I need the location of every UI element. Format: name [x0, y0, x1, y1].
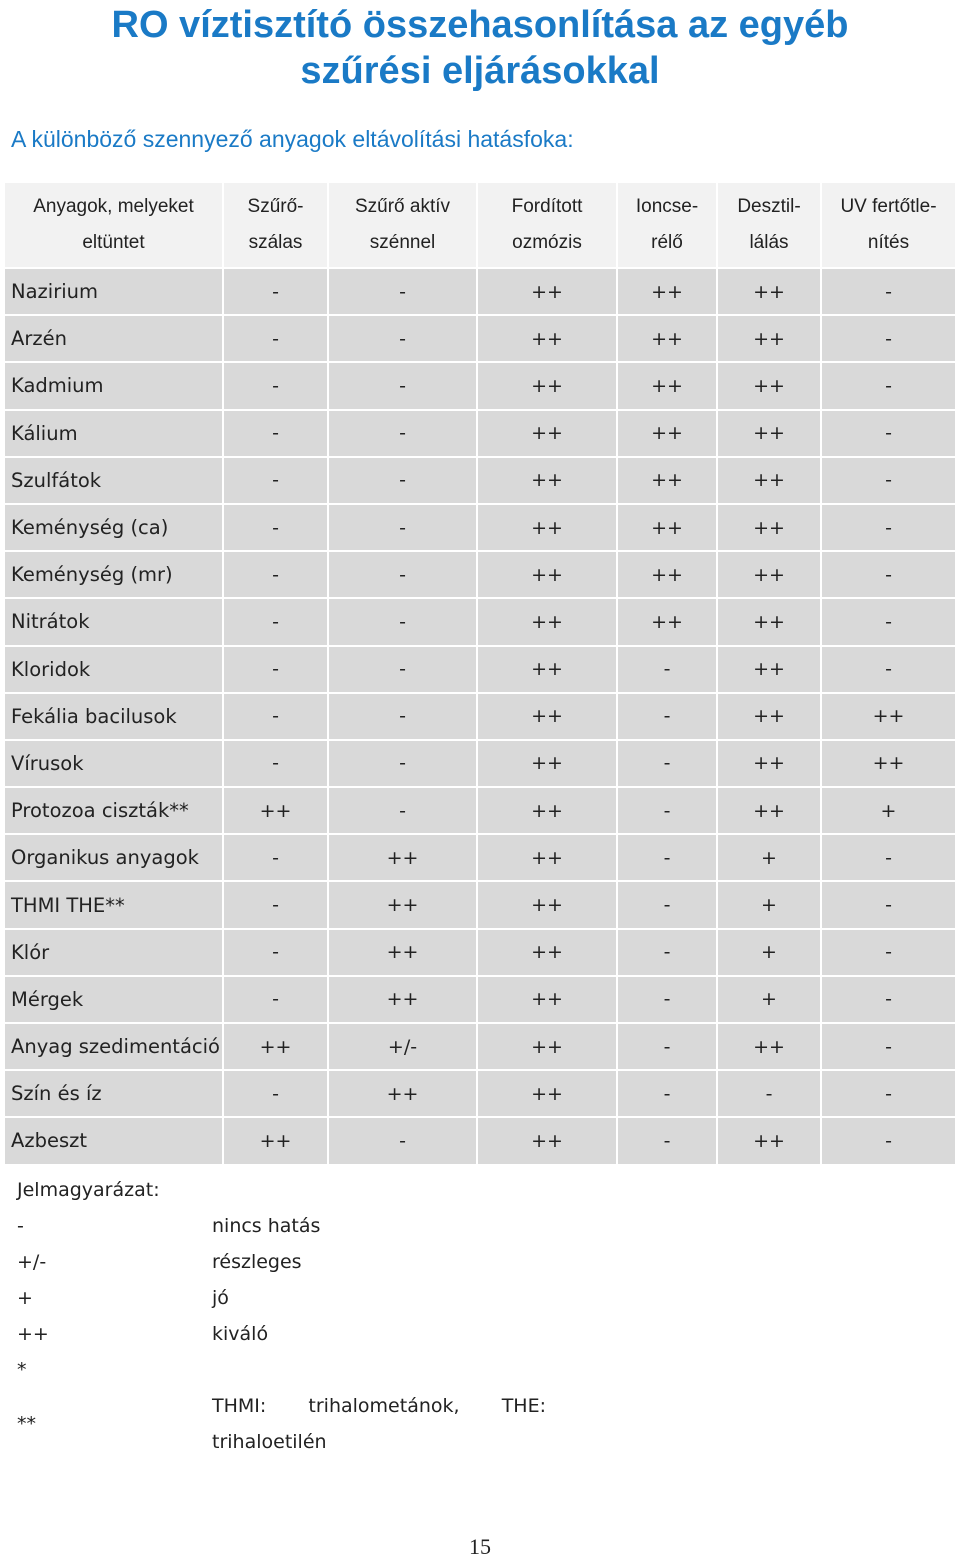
table-cell: ++ — [478, 456, 618, 503]
table-cell: ++ — [822, 692, 955, 739]
table-cell: - — [224, 597, 329, 644]
table-row — [5, 1022, 955, 1069]
table-cell: - — [822, 456, 955, 503]
column-header-line: Fordított — [511, 196, 583, 217]
table-cell: - — [618, 928, 718, 975]
table-row — [5, 739, 955, 786]
table-cell: ++ — [718, 314, 822, 361]
column-header-line: szénnel — [369, 232, 436, 253]
table-cell: ++ — [718, 361, 822, 408]
table-cell: + — [822, 786, 955, 833]
legend-item-double-star — [17, 1388, 577, 1460]
table-cell: - — [618, 645, 718, 692]
comparison-table — [5, 183, 955, 1164]
table-cell: ++ — [478, 975, 618, 1022]
table-cell: - — [329, 597, 478, 644]
table-cell: ++ — [478, 692, 618, 739]
legend-text: részleges — [212, 1251, 302, 1273]
legend-word: THMI: — [212, 1395, 267, 1417]
table-cell: ++ — [329, 833, 478, 880]
table-cell: ++ — [718, 739, 822, 786]
table-cell: ++ — [618, 597, 718, 644]
table-cell: ++ — [329, 975, 478, 1022]
table-cell: - — [329, 739, 478, 786]
table-cell: - — [822, 597, 955, 644]
table-row — [5, 786, 955, 833]
column-header-line: nítés — [867, 232, 910, 253]
column-header — [718, 183, 822, 267]
table-cell: ++ — [329, 1069, 478, 1116]
table-cell: ++ — [478, 1069, 618, 1116]
legend-item — [17, 1280, 577, 1316]
table-cell: - — [822, 503, 955, 550]
legend-symbol: +/- — [17, 1251, 47, 1273]
table-cell: ++ — [718, 409, 822, 456]
row-label: Arzén — [5, 314, 224, 361]
column-header-line: Szűrő aktív — [354, 196, 451, 217]
row-label: Kloridok — [5, 645, 224, 692]
column-header — [618, 183, 718, 267]
row-label: Protozoa ciszták** — [5, 786, 224, 833]
table-cell: - — [329, 1116, 478, 1163]
legend-text-line-1 — [212, 1388, 546, 1424]
table-row — [5, 692, 955, 739]
legend-word: trihalometánok, — [308, 1395, 460, 1417]
table-cell: - — [822, 833, 955, 880]
table-row — [5, 409, 955, 456]
table-cell: - — [618, 692, 718, 739]
table-cell: ++ — [618, 314, 718, 361]
table-row — [5, 975, 955, 1022]
table-cell: ++ — [718, 597, 822, 644]
table-cell: ++ — [618, 503, 718, 550]
table-cell: - — [224, 880, 329, 927]
table-cell: ++ — [822, 739, 955, 786]
row-label: Fekália bacilusok — [5, 692, 224, 739]
row-label: Keménység (mr) — [5, 550, 224, 597]
table-cell: - — [224, 1069, 329, 1116]
table-cell: - — [329, 409, 478, 456]
table-cell: ++ — [718, 503, 822, 550]
table-cell: - — [618, 1069, 718, 1116]
table-cell: - — [618, 975, 718, 1022]
table-cell: - — [224, 833, 329, 880]
row-label: Vírusok — [5, 739, 224, 786]
table-cell: + — [718, 975, 822, 1022]
table-cell: ++ — [478, 928, 618, 975]
table-cell: - — [329, 503, 478, 550]
table-cell: - — [224, 456, 329, 503]
table-cell: - — [822, 314, 955, 361]
row-label: Keménység (ca) — [5, 503, 224, 550]
column-header — [5, 183, 224, 267]
table-cell: ++ — [329, 880, 478, 927]
table-cell: - — [224, 928, 329, 975]
table-cell: + — [718, 833, 822, 880]
table-cell: - — [618, 739, 718, 786]
table-row — [5, 833, 955, 880]
table-cell: ++ — [478, 833, 618, 880]
legend-text-line-2: trihaloetilén — [212, 1431, 327, 1453]
legend-title: Jelmagyarázat: — [17, 1179, 160, 1201]
table-cell: - — [822, 550, 955, 597]
table-row — [5, 1069, 955, 1116]
legend-text — [212, 1388, 552, 1460]
table-row — [5, 880, 955, 927]
table-cell: - — [822, 361, 955, 408]
column-header — [478, 183, 618, 267]
row-label: THMI THE** — [5, 880, 224, 927]
legend-symbol: * — [17, 1359, 27, 1381]
table-cell: - — [618, 880, 718, 927]
legend-symbol: ** — [17, 1413, 36, 1435]
table-cell: ++ — [478, 314, 618, 361]
table-cell: ++ — [718, 692, 822, 739]
table-cell: ++ — [618, 550, 718, 597]
row-label: Anyag szedimentáció — [5, 1022, 224, 1069]
column-header-line: lálás — [749, 232, 789, 253]
legend-item — [17, 1316, 577, 1352]
column-header — [822, 183, 955, 267]
table-cell: - — [224, 361, 329, 408]
table-cell: + — [718, 880, 822, 927]
table-cell: - — [822, 880, 955, 927]
row-label: Kadmium — [5, 361, 224, 408]
table-cell: ++ — [478, 1116, 618, 1163]
row-label: Szulfátok — [5, 456, 224, 503]
table-cell: ++ — [718, 645, 822, 692]
legend-text: kiváló — [212, 1323, 269, 1345]
table-row — [5, 597, 955, 644]
legend-word: THE: — [501, 1395, 546, 1417]
table-cell: ++ — [224, 1022, 329, 1069]
page-number: 15 — [469, 1534, 491, 1559]
table-cell: ++ — [618, 361, 718, 408]
table-cell: - — [822, 409, 955, 456]
table-cell: - — [822, 1116, 955, 1163]
table-cell: - — [822, 645, 955, 692]
table-cell: - — [224, 692, 329, 739]
table-cell: - — [224, 267, 329, 314]
row-label: Mérgek — [5, 975, 224, 1022]
table-cell: - — [618, 786, 718, 833]
table-cell: ++ — [478, 550, 618, 597]
table-row — [5, 361, 955, 408]
table-cell: ++ — [618, 456, 718, 503]
column-header — [224, 183, 329, 267]
table-cell: - — [329, 314, 478, 361]
table-cell: - — [718, 1069, 822, 1116]
table-cell: ++ — [718, 550, 822, 597]
table-cell: - — [618, 833, 718, 880]
table-cell: - — [329, 645, 478, 692]
table-cell: - — [329, 267, 478, 314]
legend-item — [17, 1352, 577, 1388]
column-header-line: szálas — [248, 232, 303, 253]
row-label: Szín és íz — [5, 1069, 224, 1116]
table-cell: - — [329, 786, 478, 833]
table-cell: - — [224, 739, 329, 786]
table-header-row — [5, 183, 955, 267]
table-cell: - — [224, 409, 329, 456]
table-cell: - — [618, 1116, 718, 1163]
table-cell: ++ — [329, 928, 478, 975]
table-cell: ++ — [478, 645, 618, 692]
row-label: Kálium — [5, 409, 224, 456]
table-cell: - — [618, 1022, 718, 1069]
table-row — [5, 456, 955, 503]
column-header-line: Desztil- — [737, 196, 801, 217]
table-cell: ++ — [718, 1022, 822, 1069]
row-label: Nitrátok — [5, 597, 224, 644]
table-cell: ++ — [478, 880, 618, 927]
table-row — [5, 267, 955, 314]
section-subtitle: A különböző szennyező anyagok eltávolítási hatásfoka: — [11, 126, 574, 152]
legend-symbol: - — [17, 1215, 24, 1237]
table-cell: + — [718, 928, 822, 975]
table-cell: ++ — [478, 786, 618, 833]
title-line-2: szűrési eljárásokkal — [300, 50, 660, 92]
table-cell: - — [822, 267, 955, 314]
table-cell: - — [822, 928, 955, 975]
table-cell: - — [329, 361, 478, 408]
table-cell: ++ — [478, 267, 618, 314]
table-cell: ++ — [718, 267, 822, 314]
row-label: Klór — [5, 928, 224, 975]
table-row — [5, 550, 955, 597]
table-cell: - — [822, 975, 955, 1022]
legend-item — [17, 1244, 577, 1280]
table-cell: - — [329, 550, 478, 597]
table-cell: ++ — [224, 786, 329, 833]
table-cell: - — [224, 645, 329, 692]
legend-symbol: + — [17, 1287, 33, 1309]
column-header-line: Szűrő- — [247, 196, 304, 217]
table-cell: ++ — [478, 597, 618, 644]
table-cell: ++ — [478, 1022, 618, 1069]
table-cell: ++ — [718, 1116, 822, 1163]
table-cell: ++ — [478, 409, 618, 456]
table-cell: +/- — [329, 1022, 478, 1069]
table-cell: ++ — [618, 409, 718, 456]
table-cell: - — [329, 456, 478, 503]
row-label: Nazirium — [5, 267, 224, 314]
legend-text: jó — [212, 1287, 229, 1309]
legend-text: nincs hatás — [212, 1215, 321, 1237]
table-row — [5, 314, 955, 361]
row-label: Organikus anyagok — [5, 833, 224, 880]
table-row — [5, 1116, 955, 1163]
column-header-line: Ioncse- — [635, 196, 699, 217]
table-cell: ++ — [478, 739, 618, 786]
column-header-line: UV fertőtle- — [840, 196, 937, 217]
table-cell: - — [822, 1022, 955, 1069]
column-header-line: Anyagok, melyeket — [33, 196, 194, 217]
table-cell: - — [822, 1069, 955, 1116]
table-cell: - — [224, 503, 329, 550]
page-title — [0, 0, 960, 94]
column-header-line: eltüntet — [82, 232, 145, 253]
column-header-line: ozmózis — [512, 232, 582, 253]
legend-symbol: ++ — [17, 1323, 49, 1345]
row-label: Azbeszt — [5, 1116, 224, 1163]
table-cell: ++ — [718, 456, 822, 503]
table-cell: ++ — [478, 503, 618, 550]
table-cell: ++ — [224, 1116, 329, 1163]
table-cell: ++ — [618, 267, 718, 314]
table-cell: - — [224, 314, 329, 361]
table-body — [5, 267, 955, 1164]
legend-text — [212, 1352, 552, 1388]
title-line-1: RO víztisztító összehasonlítása az egyéb — [111, 4, 849, 46]
table-cell: - — [224, 975, 329, 1022]
table-row — [5, 503, 955, 550]
column-header-line: rélő — [651, 232, 683, 253]
table-cell: ++ — [718, 786, 822, 833]
legend-items — [17, 1208, 577, 1388]
table-cell: ++ — [478, 361, 618, 408]
table-row — [5, 928, 955, 975]
table-row — [5, 645, 955, 692]
legend — [17, 1172, 577, 1460]
column-header — [329, 183, 478, 267]
table-cell: - — [329, 692, 478, 739]
legend-item — [17, 1208, 577, 1244]
table-cell: - — [224, 550, 329, 597]
